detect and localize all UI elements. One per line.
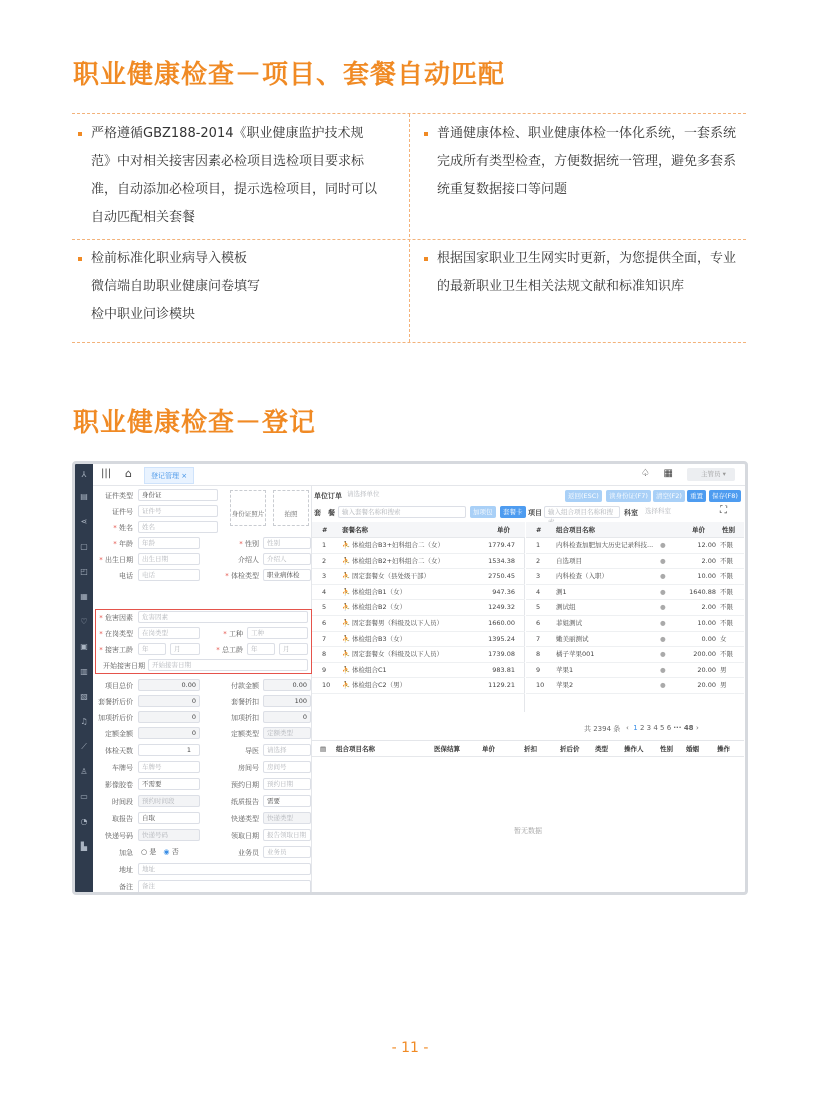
- report-icon[interactable]: ◰: [80, 567, 88, 576]
- package-icon: ⛹: [342, 634, 351, 643]
- item-name: 嫩美丽测试: [556, 634, 589, 643]
- item-row[interactable]: [526, 678, 744, 694]
- row-index: 3: [536, 572, 541, 581]
- urgent-radio[interactable]: ○ 是 ◉ 否: [141, 848, 179, 856]
- row-index: 6: [322, 619, 327, 627]
- label: 开始接害日期: [103, 662, 145, 670]
- item-row[interactable]: [526, 538, 744, 554]
- checkbox-icon[interactable]: ▤: [320, 745, 327, 753]
- page-link[interactable]: 2: [639, 724, 647, 732]
- package-row[interactable]: [312, 663, 525, 679]
- package-label: 套 餐: [314, 509, 335, 517]
- gender-select[interactable]: 性别: [263, 537, 311, 549]
- row-index: 3: [322, 572, 327, 581]
- item-gender: 不限: [720, 541, 733, 549]
- package-card-button[interactable]: 套餐卡: [500, 506, 526, 518]
- info-icon: ●: [660, 556, 666, 565]
- item-price: 200.00: [693, 650, 716, 659]
- label: 领取日期: [231, 832, 259, 840]
- row-index: 6: [536, 619, 541, 627]
- label: 总工龄: [222, 646, 243, 654]
- row-index: 1: [536, 541, 541, 549]
- row-index: 9: [536, 665, 541, 674]
- col-header: 性别: [722, 526, 735, 534]
- package-icon: ⛹: [342, 603, 351, 612]
- radio-no-label: 否: [171, 848, 179, 856]
- add-after-value: 0: [138, 711, 200, 723]
- item-gender: 不限: [720, 650, 733, 659]
- row-index: 5: [322, 603, 327, 612]
- name-input[interactable]: 姓名: [138, 521, 218, 533]
- package-icon: ⛹: [342, 619, 351, 627]
- page-link[interactable]: 4: [653, 724, 661, 732]
- package-icon: ⛹: [342, 541, 351, 549]
- chart-icon[interactable]: ⟋: [81, 742, 87, 751]
- item-name: 苹果2: [556, 681, 574, 690]
- package-price: 2750.45: [488, 572, 515, 581]
- label: 体检天数: [105, 747, 133, 755]
- pagination[interactable]: [626, 724, 699, 732]
- item-name: 测试组: [556, 603, 576, 612]
- col-header: 类型: [595, 745, 608, 753]
- col-header: 折后价: [560, 745, 580, 753]
- feature-integrated: [437, 120, 737, 204]
- package-price: 1779.47: [488, 541, 515, 549]
- page-link[interactable]: 1: [633, 724, 640, 732]
- label: 接害工龄: [105, 646, 133, 654]
- item-gender: 不限: [720, 619, 733, 627]
- package-name: 固定套餐男（科级及以下人员）: [352, 619, 443, 627]
- label: 加项折扣: [231, 714, 259, 722]
- shield-icon[interactable]: ♡: [80, 617, 88, 626]
- package-name: 固定套餐女（科级及以下人员）: [352, 650, 443, 659]
- item-name: 内科检查加肥加大历史记录科技...: [556, 541, 654, 549]
- item-price: 12.00: [697, 541, 716, 549]
- collapse-icon[interactable]: |||: [101, 468, 112, 479]
- item-table: [526, 522, 744, 712]
- label: 房间号: [238, 764, 259, 772]
- label: 年龄: [119, 540, 133, 548]
- appointment-date-input[interactable]: 预约日期: [263, 778, 311, 790]
- info-icon: ●: [660, 603, 666, 612]
- col-header: 组合项目名称: [336, 745, 375, 753]
- item-price: 10.00: [697, 572, 716, 581]
- menu-icon[interactable]: ⅄: [81, 470, 87, 479]
- total-count: 共 2394 条: [584, 725, 621, 733]
- doc-icon[interactable]: ▤: [80, 492, 88, 501]
- info-icon: ●: [660, 587, 666, 596]
- list-icon[interactable]: ▥: [80, 667, 88, 676]
- item-row[interactable]: [526, 600, 744, 616]
- item-gender: 不限: [720, 556, 733, 565]
- package-row[interactable]: [312, 632, 525, 648]
- package-name: 固定套餐女（县处级干部）: [352, 572, 430, 581]
- label: 预约日期: [231, 781, 259, 789]
- paid-value: 0.00: [263, 679, 311, 691]
- row-index: 1: [322, 541, 327, 549]
- row-index: 2: [536, 556, 541, 565]
- label: 项目总价: [105, 682, 133, 690]
- id-photo-label: 身份证照片: [231, 510, 265, 518]
- row-index: 9: [322, 665, 327, 674]
- package-price: 1534.38: [488, 556, 515, 565]
- calendar-icon[interactable]: ▦: [80, 592, 88, 601]
- label: 出生日期: [105, 556, 133, 564]
- package-name: 体检组合B1（女）: [352, 587, 407, 596]
- package-price: 1739.08: [488, 650, 515, 659]
- item-search[interactable]: 输入组合项目名称和搜: [544, 506, 620, 518]
- age-input[interactable]: 年龄: [138, 537, 200, 549]
- birth-date-input[interactable]: 出生日期: [138, 553, 200, 565]
- car-number-input[interactable]: 车牌号: [138, 761, 200, 773]
- page-number: - 11 -: [391, 1040, 429, 1056]
- col-header: 组合项目名称: [556, 526, 595, 534]
- item-price: 2.00: [701, 556, 716, 565]
- feature-import: [91, 245, 381, 329]
- col-header: 单价: [482, 745, 495, 753]
- unit-order-label: 单位订单: [314, 492, 342, 500]
- item-price: 2.00: [701, 603, 716, 612]
- item-name: 橘子苹果001: [556, 650, 595, 659]
- unit-select[interactable]: 请选择单位: [344, 489, 494, 501]
- label: 付款金额: [231, 682, 259, 690]
- info-icon: ●: [660, 681, 666, 690]
- row-index: 4: [536, 587, 541, 596]
- pie-icon[interactable]: ◔: [80, 817, 88, 826]
- package-name: 体检组合B2+妇科组合二（女）: [352, 556, 445, 565]
- package-price: 947.36: [492, 587, 515, 596]
- row-index: 8: [322, 650, 327, 659]
- item-gender: 不限: [720, 587, 733, 596]
- row-index: 10: [536, 681, 545, 690]
- label: 性别: [245, 540, 259, 548]
- home-icon[interactable]: ⌂: [125, 467, 132, 480]
- package-icon: ⛹: [342, 572, 351, 581]
- id-photo-box[interactable]: [230, 490, 266, 526]
- item-row[interactable]: [526, 554, 744, 570]
- order-panel: [312, 486, 745, 892]
- item-name: 测1: [556, 587, 567, 596]
- file-icon[interactable]: ▢: [80, 542, 88, 551]
- sidebar: [75, 464, 93, 892]
- package-icon: ⛹: [342, 665, 351, 674]
- id-type-select[interactable]: 身份证: [138, 489, 218, 501]
- package-row[interactable]: [312, 678, 525, 694]
- tab-register[interactable]: 登记管理 ×: [144, 467, 194, 484]
- total-year-input[interactable]: 年: [247, 643, 275, 655]
- label: 导医: [245, 747, 259, 755]
- box-icon[interactable]: ▧: [80, 692, 88, 701]
- label: 体检类型: [231, 572, 259, 580]
- row-index: 8: [536, 650, 541, 659]
- item-price: 1640.88: [689, 587, 716, 596]
- read-id-button[interactable]: 读身份证(F7): [606, 490, 651, 502]
- registration-screenshot: [72, 461, 748, 895]
- address-input[interactable]: 地址: [138, 863, 311, 875]
- package-name: 体检组合B3（女）: [352, 634, 407, 643]
- reset-button[interactable]: 重置: [687, 490, 706, 502]
- label: 介绍人: [238, 556, 259, 564]
- feature-grid: [72, 113, 746, 343]
- paper-report-select[interactable]: 需要: [263, 795, 311, 807]
- label: 纸质报告: [231, 798, 259, 806]
- post-type-select[interactable]: 在岗类型: [138, 627, 200, 639]
- share-icon[interactable]: ⋖: [80, 517, 88, 526]
- register-form: 证件类型 身份证 证件号 证件号 * 姓名 姓名 * 年龄 年龄 * 性别 性别 * 出生日期 出生日期 介绍人 介绍人 电话 电话 * 体检类型 职业病体检 身份证照片 拍照 * 危害因素 危害因素 * 在岗类型 在岗类型 * 工种 工种 * 接害工龄 年 月 * 总工龄 年 月 开始接害日期 开始接害日期 项目总价 0.00 付款金额 0.00 套餐折后价 0 套餐折扣 100 加项折后价 0 加项折扣 0 定额金额 0 定额类型 定额类型 体检天数 1 导医 请选择 车牌号 车牌号 房间号 房间号 影像胶卷 不需要 预约日期 预约日期 时间段 预约时间段 纸质报告 需要 取报告 自取 快递类型 快递类型 快递号码 快递号码 领取日期 报告领取日期 加急 ○ 是 ◉ 否 业务员 业务员 地址 地址 备注 备注: [93, 486, 312, 892]
- job-input[interactable]: 工种: [247, 627, 308, 639]
- item-price: 0.00: [701, 634, 716, 643]
- back-button[interactable]: 返回(ESC): [565, 490, 602, 502]
- label: 电话: [119, 572, 133, 580]
- item-name: 菲姐测试: [556, 619, 582, 627]
- package-table: [312, 522, 525, 712]
- hazard-input[interactable]: 危害因素: [138, 611, 308, 623]
- dept-label: 科室: [624, 509, 638, 517]
- item-row[interactable]: [526, 569, 744, 585]
- item-gender: 不限: [720, 603, 733, 612]
- package-price: 983.81: [492, 665, 515, 674]
- fullscreen-icon[interactable]: ⛶: [720, 505, 727, 516]
- section-title-matching: 职业健康检查－项目、套餐自动匹配: [73, 60, 506, 90]
- item-row[interactable]: [526, 632, 744, 648]
- col-header: 操作: [717, 745, 730, 753]
- staff-input[interactable]: 业务员: [263, 846, 311, 858]
- user-menu[interactable]: 主管员 ▾: [687, 468, 735, 481]
- save-button[interactable]: 保存(F8): [709, 490, 741, 502]
- package-price: 1395.24: [488, 634, 515, 643]
- info-icon: ●: [660, 572, 666, 581]
- express-number-input[interactable]: 快递号码: [138, 829, 200, 841]
- label: 备注: [119, 883, 133, 891]
- label: 工种: [229, 630, 243, 638]
- col-header: #: [536, 526, 542, 534]
- item-row[interactable]: [526, 663, 744, 679]
- label: 套餐折扣: [231, 698, 259, 706]
- page-link[interactable]: ···: [673, 724, 684, 732]
- film-select[interactable]: 不需要: [138, 778, 200, 790]
- grid-icon[interactable]: ▦: [663, 468, 673, 479]
- take-photo-button[interactable]: [273, 490, 309, 526]
- label: 时间段: [112, 798, 133, 806]
- label: 姓名: [119, 524, 133, 532]
- label: 车牌号: [112, 764, 133, 772]
- package-price: 1249.32: [488, 603, 515, 612]
- feature-text: 严格遵循GBZ188-2014《职业健康监护技术规范》中对相关接害因素必检项目选检项目要求标准，自动添加必检项目，提示选检项目，同时可以自动匹配相关套餐: [91, 126, 378, 225]
- label: 在岗类型: [105, 630, 133, 638]
- page-link[interactable]: 3: [646, 724, 654, 732]
- row-index: 7: [322, 634, 327, 643]
- info-icon: ●: [660, 665, 666, 674]
- item-row[interactable]: [526, 647, 744, 663]
- col-header: #: [322, 526, 328, 534]
- selected-table-header: [312, 741, 744, 757]
- feature-text: 根据国家职业卫生网实时更新，为您提供全面，专业的最新职业卫生相关法规文献和标准知识库: [437, 251, 737, 294]
- item-gender: 男: [720, 681, 727, 690]
- package-row[interactable]: [312, 647, 525, 663]
- prev-page-icon[interactable]: ‹: [626, 724, 629, 732]
- package-name: 体检组合B3+妇科组合二（女）: [352, 541, 445, 549]
- empty-state: 暂无数据: [514, 827, 542, 835]
- item-name: 苹果1: [556, 665, 574, 674]
- col-header: 单价: [692, 526, 705, 534]
- row-index: 4: [322, 587, 327, 596]
- note-input[interactable]: 备注: [138, 880, 311, 895]
- item-name: 内科检查（入职）: [556, 572, 608, 581]
- item-row[interactable]: [526, 616, 744, 632]
- label: 快递号码: [105, 832, 133, 840]
- package-row[interactable]: [312, 538, 525, 554]
- col-header: 性别: [660, 745, 673, 753]
- item-price: 10.00: [697, 619, 716, 627]
- label: 加急: [119, 849, 133, 857]
- exam-type-select[interactable]: 职业病体检: [263, 569, 311, 581]
- fixed-type-select[interactable]: 定额类型: [263, 727, 311, 739]
- row-index: 2: [322, 556, 327, 565]
- package-row[interactable]: [312, 585, 525, 601]
- label: 影像胶卷: [105, 781, 133, 789]
- package-icon: ⛹: [342, 681, 351, 690]
- package-search[interactable]: 输入套餐名称和搜索: [338, 506, 466, 518]
- bar-chart-icon[interactable]: ▙: [80, 842, 88, 851]
- row-index: 5: [536, 603, 541, 612]
- label: 证件类型: [105, 492, 133, 500]
- add-package-button[interactable]: 加项包: [470, 506, 496, 518]
- col-header: 单价: [497, 526, 510, 534]
- col-header: 折扣: [524, 745, 537, 753]
- item-label: 项目: [528, 509, 542, 517]
- item-gender: 不限: [720, 572, 733, 581]
- package-row[interactable]: [312, 600, 525, 616]
- music-icon[interactable]: ♫: [80, 717, 88, 726]
- package-name: 体检组合B2（女）: [352, 603, 407, 612]
- package-table-header: [312, 522, 525, 538]
- express-type-select[interactable]: 快递类型: [263, 812, 311, 824]
- item-table-header: [526, 522, 744, 538]
- feature-text: 检前标准化职业病导入模板 微信端自助职业健康问卷填写 检中职业问诊模块: [91, 251, 261, 322]
- label: 快递类型: [231, 815, 259, 823]
- label: 加项折后价: [98, 714, 133, 722]
- pkg-discount-value[interactable]: 100: [263, 695, 311, 707]
- feature-knowledge: [437, 245, 737, 301]
- label: 地址: [119, 866, 133, 874]
- label: 定额金额: [105, 730, 133, 738]
- package-icon: ⛹: [342, 556, 351, 565]
- package-row[interactable]: [312, 554, 525, 570]
- label: 危害因素: [105, 614, 133, 622]
- start-date-input[interactable]: 开始接害日期: [148, 659, 308, 671]
- page-link[interactable]: 48: [683, 724, 696, 732]
- days-input[interactable]: 1: [138, 744, 200, 756]
- info-icon: ●: [660, 541, 666, 549]
- label: 套餐折后价: [98, 698, 133, 706]
- guide-select[interactable]: 请选择: [263, 744, 311, 756]
- item-name: 自选项目: [556, 556, 582, 565]
- page-link[interactable]: 6: [666, 724, 674, 732]
- page-link[interactable]: 5: [660, 724, 667, 732]
- col-header: 婚姻: [686, 745, 699, 753]
- label: 证件号: [112, 508, 133, 516]
- dept-select[interactable]: 选择科室: [642, 506, 702, 518]
- label: 业务员: [238, 849, 259, 857]
- item-row[interactable]: [526, 585, 744, 601]
- col-header: 操作人: [624, 745, 644, 753]
- exp-month-input[interactable]: 月: [170, 643, 200, 655]
- user-name: 主管员: [701, 470, 721, 478]
- pickup-select[interactable]: 自取: [138, 812, 200, 824]
- package-icon: ⛹: [342, 650, 351, 659]
- package-row[interactable]: [312, 569, 525, 585]
- pkg-after-value: 0: [138, 695, 200, 707]
- info-icon: ●: [660, 634, 666, 643]
- package-name: 体检组合C2（男）: [352, 681, 407, 690]
- item-gender: 男: [720, 665, 727, 674]
- item-price: 20.00: [697, 665, 716, 674]
- selected-items-table: [312, 740, 744, 895]
- top-bar: [93, 464, 745, 486]
- print-icon[interactable]: ▣: [80, 642, 88, 651]
- package-row[interactable]: [312, 616, 525, 632]
- bell-icon[interactable]: ♤: [641, 468, 650, 479]
- users-icon[interactable]: ♙: [80, 767, 88, 776]
- feature-text: 普通健康体检、职业健康体检一体化系统，一套系统完成所有类型检查，方便数据统一管理，避免多套系统重复数据接口等问题: [437, 126, 737, 197]
- introducer-input[interactable]: 介绍人: [263, 553, 311, 565]
- section-title-register: 职业健康检查－登记: [73, 408, 317, 438]
- col-header: 套餐名称: [342, 526, 368, 534]
- item-gender: 女: [720, 634, 727, 643]
- exp-year-input[interactable]: 年: [138, 643, 166, 655]
- id-number-input[interactable]: 证件号: [138, 505, 218, 517]
- folder-icon[interactable]: ▭: [80, 792, 88, 801]
- package-icon: ⛹: [342, 587, 351, 596]
- clear-button[interactable]: 清空(F2): [653, 490, 685, 502]
- package-price: 1660.00: [488, 619, 515, 627]
- row-index: 7: [536, 634, 541, 643]
- phone-input[interactable]: 电话: [138, 569, 200, 581]
- collect-date-input[interactable]: 报告领取日期: [263, 829, 311, 841]
- room-number-input[interactable]: 房间号: [263, 761, 311, 773]
- total-month-input[interactable]: 月: [279, 643, 308, 655]
- label: 取报告: [112, 815, 133, 823]
- radio-yes-label: 是: [149, 848, 157, 856]
- fixed-amount-value: 0: [138, 727, 200, 739]
- col-header: 医保结算: [434, 745, 460, 753]
- info-icon: ●: [660, 650, 666, 659]
- total-price-value: 0.00: [138, 679, 200, 691]
- next-page-icon[interactable]: ›: [696, 724, 699, 732]
- period-select[interactable]: 预约时间段: [138, 795, 200, 807]
- feature-gbz: [91, 120, 381, 232]
- add-discount-value[interactable]: 0: [263, 711, 311, 723]
- info-icon: ●: [660, 619, 666, 627]
- take-photo-label: 拍照: [284, 510, 298, 518]
- label: 定额类型: [231, 730, 259, 738]
- item-price: 20.00: [697, 681, 716, 690]
- package-name: 体检组合C1: [352, 665, 387, 674]
- package-price: 1129.21: [488, 681, 515, 690]
- row-index: 10: [322, 681, 331, 690]
